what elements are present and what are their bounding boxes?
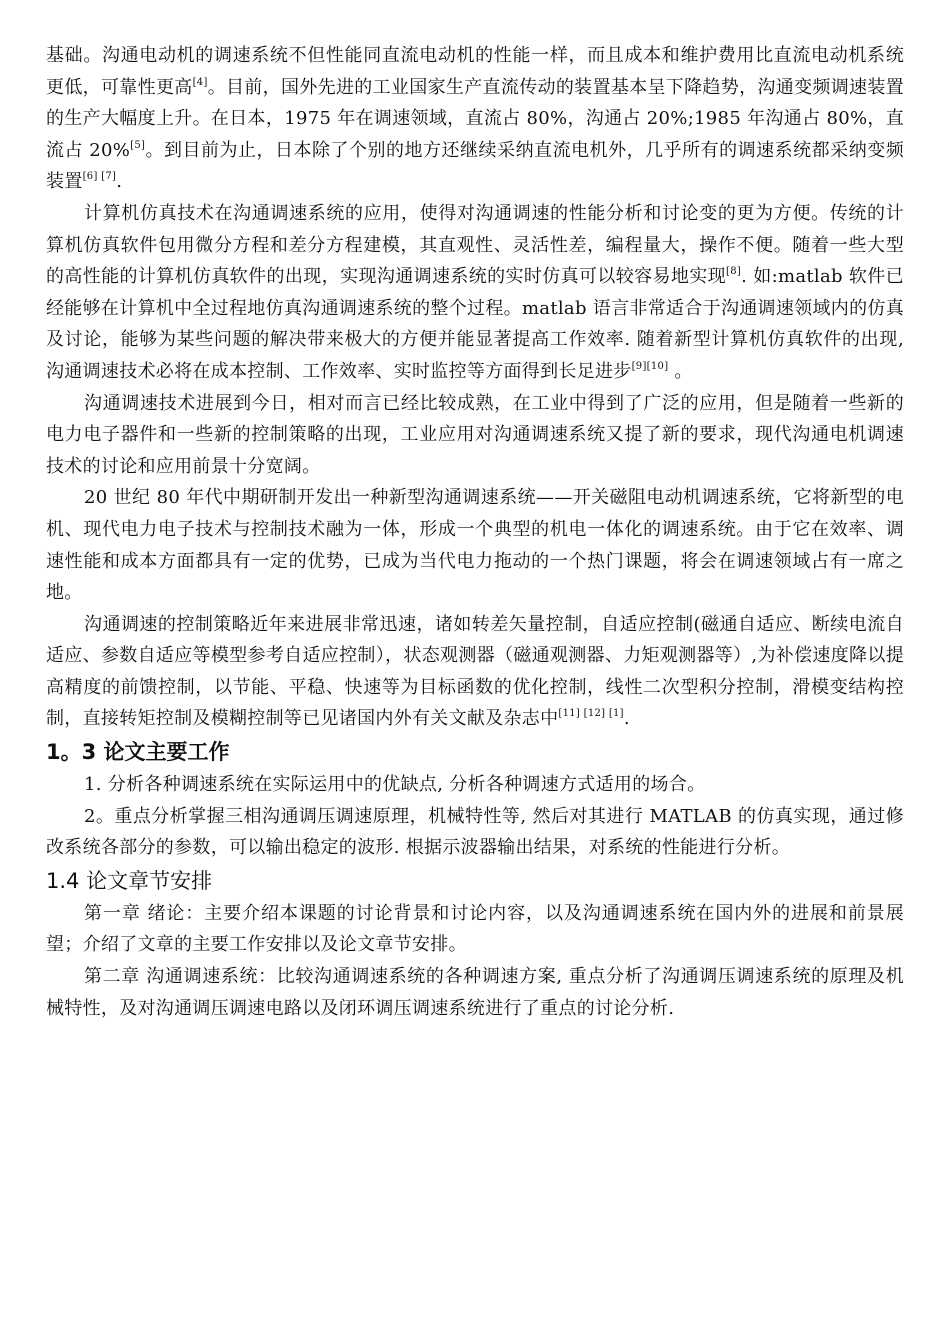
paragraph-work-item-1: 1. 分析各种调速系统在实际运用中的优缺点, 分析各种调速方式适用的场合。 bbox=[84, 774, 706, 796]
section-heading-chapter-arrangement: 1.4 论文章节安排 bbox=[46, 868, 213, 893]
paragraph-chapter-1: 第一章 绪论：主要介绍本课题的讨论背景和讨论内容，以及沟通调速系统在国内外的进展和前景展望；介绍了文章的主要工作安排以及论文章节安排。 bbox=[46, 902, 904, 956]
paragraph-intro-continued: 基础。沟通电动机的调速系统不但性能同直流电动机的性能一样，而且成本和维护费用比直流电动机系统更低，可靠性更高[4]。目前，国外先进的工业国家生产直流传动的装置基本呈下降趋势，沟通变频调速装置的生产大幅度上升。在日本，1975 年在调速领域，直流占 80%，沟通占 20%;1985 年沟通占 80%，直流占 20%[5]。到目前为止，日本除了个别的地方还继续采纳直流电机外，几乎所有的调速系统都采纳变频装置[6] [7]. bbox=[46, 45, 905, 193]
paragraph-srm: 20 世纪 80 年代中期研制开发出一种新型沟通调速系统——开关磁阻电动机调速系统，它将新型的电机、现代电力电子技术与控制技术融为一体，形成一个典型的机电一体化的调速系统。由于它在效率、调速性能和成本方面都具有一定的优势，已成为当代电力拖动的一个热门课题，将会在调速领域占有一席之地。 bbox=[46, 487, 904, 604]
citation: [5] bbox=[130, 139, 146, 151]
paragraph-simulation: 计算机仿真技术在沟通调速系统的应用，使得对沟通调速的性能分析和讨论变的更为方便。传统的计算机仿真软件包用微分方程和差分方程建模，其直观性、灵活性差，编程量大，操作不便。随着一些大型的高性能的计算机仿真软件的出现，实现沟通调速系统的实时仿真可以较容易地实现[8]. 如:matlab 软件已经能够在计算机中全过程地仿真沟通调速系统的整个过程。matlab 语言非常适合于沟通调速领域内的仿真及讨论，能够为某些问题的解决带来极大的方便并能显著提高工作效率. 随着新型计算机仿真软件的出现,沟通调速技术必将在成本控制、工作效率、实时监控等方面得到长足进步[9][10] 。 bbox=[46, 202, 904, 382]
paragraph-control-strategy: 沟通调速的控制策略近年来进展非常迅速，诸如转差矢量控制，自适应控制(磁通自适应、断续电流自适应、参数自适应等模型参考自适应控制），状态观测器（磁通观测器、力矩观测器等）,为补偿速度降以提高精度的前馈控制，以节能、平稳、快速等为目标函数的优化控制，线性二次型积分控制，滑模变结构控制，直接转矩控制及模糊控制等已见诸国内外有关文献及杂志中[11] [12] [1]. bbox=[46, 613, 904, 730]
citation: [11] [12] [1] bbox=[558, 708, 624, 720]
citation: [8] bbox=[726, 266, 742, 278]
citation: [4] bbox=[192, 76, 208, 88]
paragraph-development: 沟通调速技术进展到今日，相对而言已经比较成熟，在工业中得到了广泛的应用，但是随着一些新的电力电子器件和一些新的控制策略的出现，工业应用对沟通调速系统又提了新的要求，现代沟通电机调速技术的讨论和应用前景十分宽阔。 bbox=[46, 392, 904, 477]
paragraph-chapter-2: 第二章 沟通调速系统：比较沟通调速系统的各种调速方案, 重点分析了沟通调压调速系统的原理及机械特性，及对沟通调压调速电路以及闭环调压调速系统进行了重点的讨论分析. bbox=[46, 966, 904, 1019]
section-heading-main-work: 1。3 论文主要工作 bbox=[46, 740, 230, 765]
citation: [6] [7] bbox=[82, 171, 117, 183]
citation: [9][10] bbox=[631, 360, 669, 372]
paragraph-work-item-2: 2。重点分析掌握三相沟通调压调速原理，机械特性等, 然后对其进行 MATLAB 的仿真实现，通过修改系统各部分的参数，可以输出稳定的波形. 根据示波器输出结果，对系统的性能进行分析。 bbox=[46, 805, 904, 859]
